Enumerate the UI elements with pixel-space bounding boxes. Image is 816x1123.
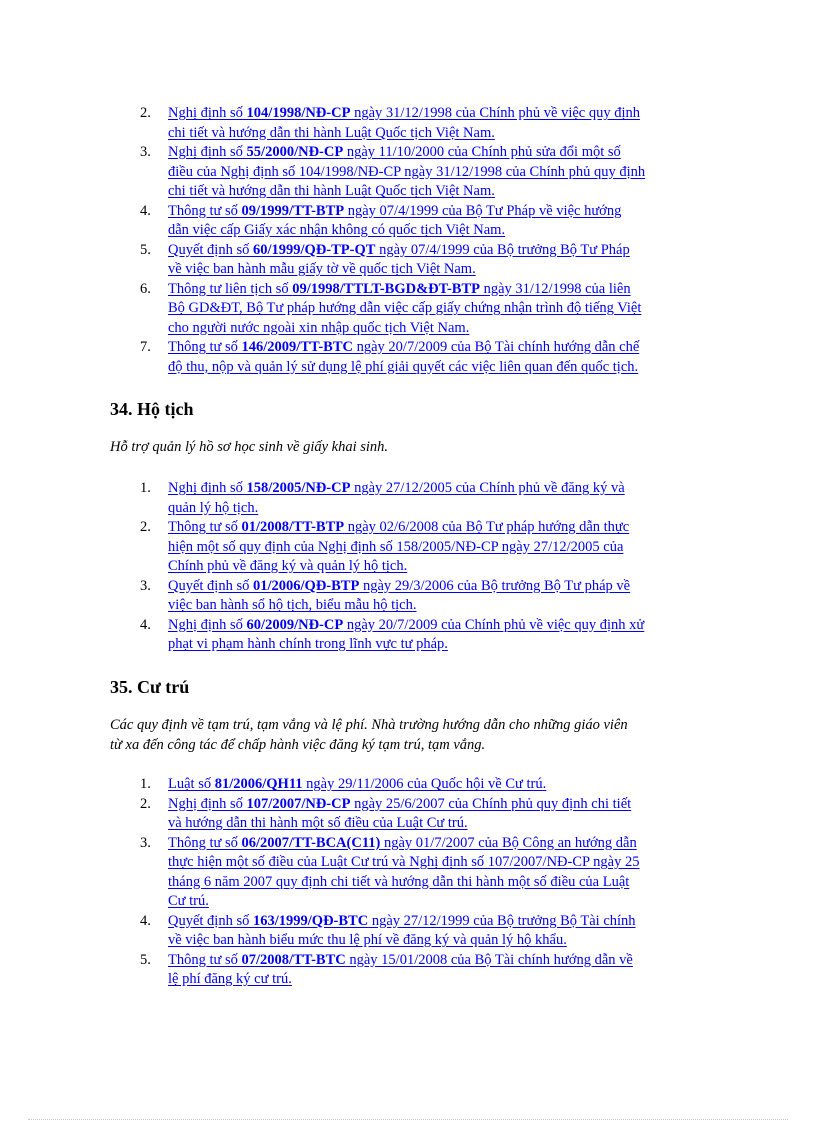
item-number: 7. — [140, 339, 151, 355]
section-intro-ho-tich — [110, 438, 710, 458]
item-end-period: . — [563, 932, 567, 948]
document-number: 09/1999/TT-BTP — [241, 202, 345, 219]
link-text-line — [168, 299, 708, 319]
document-link[interactable] — [168, 338, 708, 377]
link-text-line — [168, 241, 708, 261]
item-number: 2. — [140, 105, 151, 121]
intro-line: Các quy định về tạm trú, tạm vắng và lệ phí. Nhà trường hướng dẫn cho những giáo viên — [110, 717, 628, 733]
intro-line: Hỗ trợ quản lý hồ sơ học sinh về giấy khai sinh. — [110, 439, 389, 455]
link-text-line — [168, 834, 708, 854]
item-end-period: . — [472, 261, 476, 277]
item-number: 4. — [140, 202, 151, 219]
document-number: 104/1998/NĐ-CP — [246, 105, 351, 121]
link-text: Thông tư liên tịch số — [168, 280, 293, 297]
legal-document-item — [0, 479, 708, 518]
link-text-line — [168, 931, 708, 951]
item-number: 1. — [140, 480, 151, 496]
document-link[interactable] — [168, 479, 708, 518]
link-text-line — [168, 892, 708, 912]
link-text: phạt vi phạm hành chính trong lĩnh vực tư pháp — [168, 636, 445, 652]
link-text-line — [168, 951, 708, 971]
intro-line: từ xa đến công tác để chấp hành việc đăng ký tạm trú, tạm vắng. — [110, 736, 486, 753]
link-text-line — [168, 319, 708, 339]
document-link[interactable] — [168, 577, 708, 616]
item-end-period: . — [444, 636, 448, 652]
link-text: ngày 07/4/1999 của Bộ trưởng Bộ Tư Pháp — [375, 241, 630, 258]
link-text: Thông tư số — [168, 951, 242, 968]
link-text-line — [168, 260, 708, 280]
document-link[interactable] — [168, 951, 708, 990]
link-text-line — [168, 577, 708, 597]
document-number: 158/2005/NĐ-CP — [246, 480, 351, 496]
link-text: về việc ban hành mẫu giấy tờ về quốc tịch Việt Nam — [168, 261, 473, 277]
document-link[interactable] — [168, 202, 708, 241]
item-number: 6. — [140, 280, 151, 297]
link-text-line — [168, 795, 708, 815]
link-text: ngày 11/10/2000 của Chính phủ sửa đổi một số — [343, 144, 621, 160]
item-number: 2. — [140, 519, 151, 535]
link-text: ngày 29/3/2006 của Bộ trưởng Bộ Tư pháp về — [359, 577, 631, 594]
item-end-period: . — [465, 319, 470, 336]
link-text: dẫn việc cấp Giấy xác nhận không có quốc tịch Việt Nam — [168, 222, 502, 238]
item-number: 3. — [140, 577, 151, 594]
document-link[interactable] — [168, 241, 708, 280]
link-text-line — [168, 358, 708, 378]
legal-document-item — [0, 143, 708, 202]
link-text: Quyết định số — [168, 912, 253, 929]
item-end-period: . — [205, 893, 209, 909]
link-text: tháng 6 năm 2007 quy định chi tiết và hướng dẫn thi hành một số điều của Luật — [168, 873, 630, 890]
link-text: độ thu, nộp và quản lý sử dụng lệ phí giải quyết các việc liên quan đến quốc tịch — [168, 358, 635, 375]
item-number: 4. — [140, 912, 151, 929]
link-text-line — [168, 280, 708, 300]
link-text: Quyết định số — [168, 577, 253, 594]
link-text: quản lý hộ tịch — [168, 499, 255, 516]
link-text: về việc ban hành biểu mức thu lệ phí về đăng ký và quản lý hộ khẩu — [168, 932, 564, 948]
section-heading-ho-tich: 34. Hộ tịch — [110, 399, 194, 419]
link-text: Thông tư số — [168, 202, 242, 219]
legal-document-item — [0, 202, 708, 241]
legal-document-item — [0, 338, 708, 377]
link-text: Chính phủ về đăng ký và quản lý hộ tịch — [168, 558, 404, 574]
item-end-period: . — [403, 558, 408, 574]
item-number: 2. — [140, 795, 151, 812]
legal-document-list-cu-tru — [0, 775, 708, 990]
link-text: ngày 15/01/2008 của Bộ Tài chính hướng dẫn về — [345, 951, 633, 968]
legal-document-item — [0, 912, 708, 951]
link-text-line — [168, 912, 708, 932]
link-text: lệ phí đăng ký cư trú — [168, 971, 289, 987]
link-text-line — [168, 557, 708, 577]
item-end-period: . — [464, 815, 468, 831]
link-text: ngày 27/12/1999 của Bộ trưởng Bộ Tài chính — [368, 912, 636, 929]
link-text-line — [168, 499, 708, 519]
item-number: 3. — [140, 834, 151, 851]
item-number: 4. — [140, 616, 151, 633]
link-text: ngày 29/11/2006 của Quốc hội về Cư trú — [302, 776, 543, 792]
document-number: 09/1998/TTLT-BGD&ĐT-BTP — [292, 280, 480, 297]
item-number: 5. — [140, 951, 151, 968]
link-text-line — [168, 873, 708, 893]
document-number: 55/2000/NĐ-CP — [246, 144, 344, 160]
link-text: chi tiết và hướng dẫn thi hành Luật Quốc tịch Việt Nam — [168, 183, 492, 199]
link-text: Quyết định số — [168, 241, 253, 258]
item-end-period: . — [634, 358, 639, 375]
link-text: Thông tư số — [168, 339, 242, 355]
link-text: Cư trú — [168, 893, 206, 909]
document-link[interactable] — [168, 280, 708, 339]
link-text-line — [168, 518, 708, 538]
legal-document-item — [0, 951, 708, 990]
link-text-line — [168, 202, 708, 222]
section-heading-cu-tru: 35. Cư trú — [110, 677, 190, 697]
item-end-period: . — [542, 776, 547, 792]
legal-document-item — [0, 241, 708, 280]
link-text: ngày 20/7/2009 của Chính phủ về việc quy định xử — [343, 616, 645, 633]
link-text-line — [168, 814, 708, 834]
document-number: 81/2006/QH11 — [214, 776, 303, 792]
document-link[interactable] — [168, 912, 708, 951]
link-text-line — [168, 163, 708, 183]
link-text: điều của Nghị định số 104/1998/NĐ-CP ngày 31/12/1998 của Chính phủ quy định — [168, 163, 646, 180]
document-link[interactable] — [168, 104, 708, 143]
document-number: 60/2009/NĐ-CP — [246, 616, 344, 633]
link-text-line — [168, 970, 708, 990]
link-text-line — [168, 338, 708, 358]
document-link[interactable] — [168, 795, 708, 834]
link-text-line — [168, 124, 708, 144]
link-text-line — [168, 635, 708, 655]
link-text: Nghị định số — [168, 480, 247, 496]
legal-document-list-quoc-tich — [0, 104, 708, 377]
link-text-line — [168, 182, 708, 202]
link-text: ngày 20/7/2009 của Bộ Tài chính hướng dẫn chế — [352, 339, 640, 355]
section-intro-cu-tru — [110, 716, 710, 755]
document-link[interactable] — [168, 775, 708, 795]
item-number: 1. — [140, 776, 151, 792]
item-number: 3. — [140, 144, 151, 160]
link-text: Nghị định số — [168, 144, 247, 160]
legal-document-item — [0, 104, 708, 143]
item-number: 5. — [140, 241, 151, 258]
link-text: việc ban hành sổ hộ tịch, biểu mẫu hộ tịch — [168, 597, 413, 613]
item-end-period: . — [254, 499, 259, 516]
item-end-period: . — [412, 597, 417, 613]
document-number: 60/1999/QĐ-TP-QT — [252, 241, 376, 258]
document-number: 146/2009/TT-BTC — [241, 339, 353, 355]
link-text-line — [168, 775, 708, 795]
legal-document-item — [0, 616, 708, 655]
document-link[interactable] — [168, 143, 708, 202]
link-text-line — [168, 143, 708, 163]
link-text: Bộ GD&ĐT, Bộ Tư pháp hướng dẫn việc cấp giấy chứng nhận trình độ tiếng Việt — [168, 300, 642, 316]
document-number: 163/1999/QĐ-BTC — [252, 912, 369, 929]
link-text-line — [168, 104, 708, 124]
document-number: 01/2006/QĐ-BTP — [252, 577, 360, 594]
link-text: ngày 07/4/1999 của Bộ Tư Pháp về việc hướng — [344, 202, 622, 219]
legal-document-item — [0, 518, 708, 577]
link-text: thực hiện một số điều của Luật Cư trú và Nghị định số 107/2007/NĐ-CP ngày 25 — [168, 854, 640, 870]
document-link[interactable] — [168, 616, 708, 655]
link-text: Nghị định số — [168, 795, 247, 812]
link-text: cho người nước ngoài xin nhập quốc tịch Việt Nam — [168, 319, 466, 336]
link-text: Thông tư số — [168, 519, 242, 535]
link-text-line — [168, 853, 708, 873]
link-text: hiện một số quy định của Nghị định số 158/2005/NĐ-CP ngày 27/12/2005 của — [168, 538, 624, 555]
document-number: 107/2007/NĐ-CP — [246, 795, 351, 812]
link-text: ngày 25/6/2007 của Chính phủ quy định chi tiết — [350, 795, 632, 812]
link-text: Thông tư số — [168, 834, 242, 851]
link-text-line — [168, 538, 708, 558]
document-number: 07/2008/TT-BTC — [241, 951, 346, 968]
legal-document-item — [0, 280, 708, 339]
document-number: 06/2007/TT-BCA(C11) — [241, 834, 381, 851]
item-end-period: . — [491, 183, 495, 199]
document-link[interactable] — [168, 834, 708, 912]
link-text: ngày 02/6/2008 của Bộ Tư pháp hướng dẫn thực — [344, 519, 630, 535]
legal-document-list-ho-tich — [0, 479, 708, 655]
link-text: Nghị định số — [168, 616, 247, 633]
link-text: Nghị định số — [168, 105, 247, 121]
legal-document-item — [0, 795, 708, 834]
link-text: ngày 31/12/1998 của Chính phủ về việc quy định — [350, 105, 641, 121]
item-end-period: . — [491, 124, 495, 141]
link-text-line — [168, 479, 708, 499]
link-text: ngày 01/7/2007 của Bộ Công an hướng dẫn — [380, 834, 637, 851]
link-text: ngày 31/12/1998 của liên — [480, 280, 631, 297]
legal-document-item — [0, 577, 708, 616]
link-text-line — [168, 596, 708, 616]
link-text-line — [168, 616, 708, 636]
item-end-period: . — [288, 971, 292, 987]
link-text: ngày 27/12/2005 của Chính phủ về đăng ký và — [350, 480, 625, 496]
link-text: Luật số — [168, 776, 215, 792]
legal-document-item — [0, 834, 708, 912]
document-link[interactable] — [168, 518, 708, 577]
link-text-line — [168, 221, 708, 241]
link-text: và hướng dẫn thi hành một số điều của Luật Cư trú — [168, 815, 465, 831]
legal-document-item — [0, 775, 708, 795]
item-end-period: . — [501, 222, 506, 238]
document-number: 01/2008/TT-BTP — [241, 519, 345, 535]
link-text: chi tiết và hướng dẫn thi hành Luật Quốc tịch Việt Nam — [168, 124, 492, 141]
page-bottom-divider — [28, 1119, 788, 1120]
